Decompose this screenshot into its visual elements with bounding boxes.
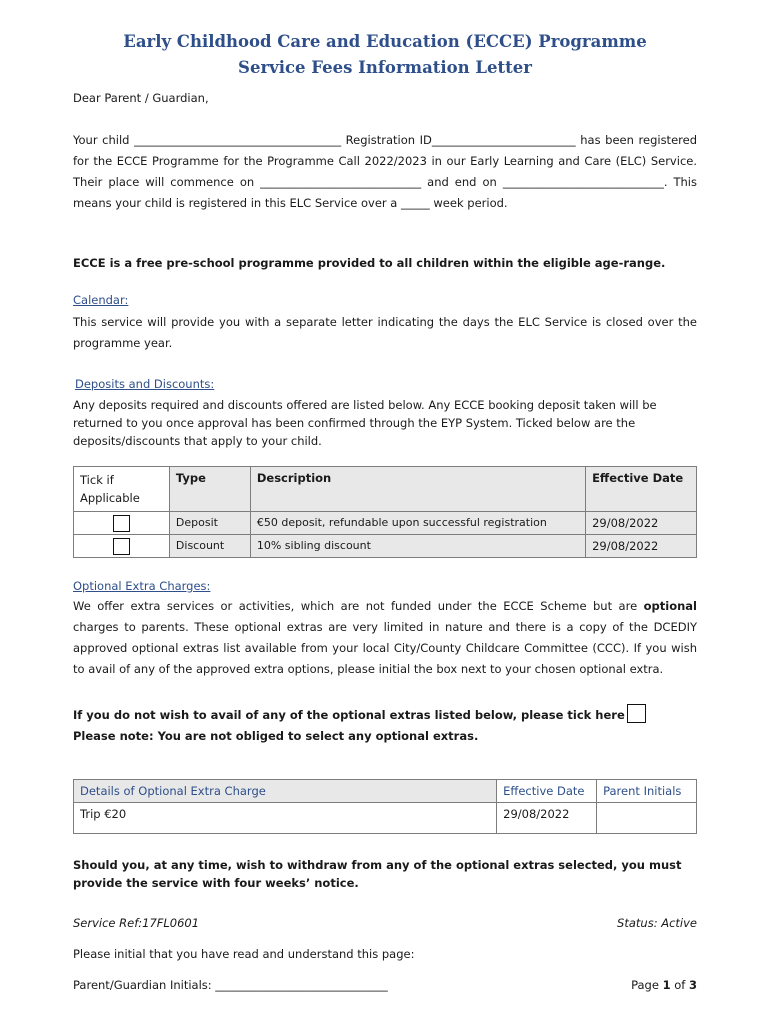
initial-prompt: Please initial that you have read and understand this page:	[73, 947, 415, 961]
tick-cell	[74, 512, 170, 535]
header-description: Description	[250, 467, 585, 512]
deposits-heading: Deposits and Discounts:	[75, 377, 215, 391]
table-row	[74, 803, 697, 834]
intro-paragraph: Your child ____________________________________ Registration ID_________________________ has been registered for the ECCE Programme for the Programme Call 2022/2023 in our Early Learning and Care (ELC) Service. Their place will commence on ____________________________ and end on ____________________________. This means your child is registered in this ELC Service over a _____ week period.	[73, 133, 697, 210]
header-effective-date: Effective Date	[497, 780, 597, 803]
header-type: Type	[169, 467, 250, 512]
header-tick: Tick if Applicable	[74, 467, 170, 512]
opt-out-text: If you do not wish to avail of any of the optional extras listed below, please tick here	[73, 708, 625, 722]
calendar-heading: Calendar:	[73, 293, 129, 307]
optional-heading: Optional Extra Charges:	[73, 579, 211, 593]
status-label: Status: Active	[617, 916, 697, 930]
discount-tick-checkbox[interactable]	[113, 538, 130, 555]
optional-text-part: charges to parents. These optional extras are very limited in nature and there is a copy of the DCEDIY approved optional extras list available from your local City/County Childcare Committee (CCC). If you wish to avail of any of the approved extra options, please initial the box next to your chosen optional extra.	[73, 620, 697, 676]
service-ref: Service Ref:17FL0601	[73, 916, 200, 930]
deposits-table-header	[74, 467, 697, 512]
header-effective-date: Effective Date	[586, 467, 697, 512]
row-type: Deposit	[169, 512, 250, 535]
optional-emphasis: optional	[643, 599, 697, 613]
page-number	[631, 978, 697, 992]
row-description: €50 deposit, refundable upon successful registration	[250, 512, 585, 535]
row-date: 29/08/2022	[586, 512, 697, 535]
optional-table-header	[74, 780, 697, 803]
deposits-text: Any deposits required and discounts offered are listed below. Any ECCE booking deposit taken will be returned to you once approval has been confirmed through the EYP System. Ticked below are the deposits/discounts that apply to your child.	[73, 398, 657, 448]
tick-cell	[74, 535, 170, 558]
optional-text	[73, 596, 697, 680]
withdraw-notice: Should you, at any time, wish to withdraw from any of the optional extras selected, you must provide the service with four weeks’ notice.	[73, 858, 682, 890]
calendar-text: This service will provide you with a separate letter indicating the days the ELC Service is closed over the programme year.	[73, 315, 697, 350]
row-type: Discount	[169, 535, 250, 558]
document-subtitle: Service Fees Information Letter	[238, 58, 532, 77]
opt-out-checkbox[interactable]	[627, 704, 646, 723]
optional-note: Please note: You are not obliged to select any optional extras.	[73, 729, 479, 743]
page-prefix: Page	[631, 978, 663, 992]
row-date: 29/08/2022	[586, 535, 697, 558]
header-details: Details of Optional Extra Charge	[74, 780, 497, 803]
optional-text-part: We offer extra services or activities, which are not funded under the ECCE Scheme but are	[73, 599, 644, 613]
free-statement: ECCE is a free pre-school programme provided to all children within the eligible age-range.	[73, 256, 666, 270]
deposit-tick-checkbox[interactable]	[113, 515, 130, 532]
optional-extras-table	[73, 779, 697, 834]
table-row	[74, 535, 697, 558]
row-description: 10% sibling discount	[250, 535, 585, 558]
row-detail: Trip €20	[74, 803, 497, 834]
page-current: 1	[662, 978, 671, 992]
table-row	[74, 512, 697, 535]
deposits-table	[73, 466, 697, 558]
salutation: Dear Parent / Guardian,	[73, 91, 209, 105]
page-of: of	[670, 978, 689, 992]
parent-initials-cell[interactable]	[597, 803, 697, 834]
row-date: 29/08/2022	[497, 803, 597, 834]
opt-out-line	[73, 704, 697, 726]
initials-line[interactable]: Parent/Guardian Initials: ______________________________	[73, 978, 388, 992]
header-parent-initials: Parent Initials	[597, 780, 697, 803]
document-title: Early Childhood Care and Education (ECCE) Programme	[123, 32, 647, 51]
page-total: 3	[688, 978, 697, 992]
